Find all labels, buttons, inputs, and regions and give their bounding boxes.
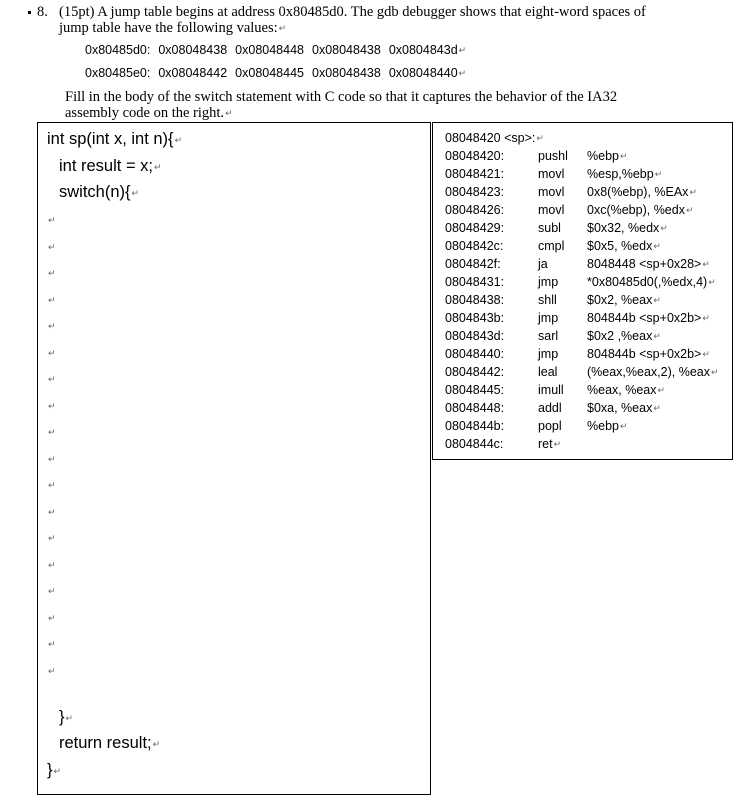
assembly-opcode: jmp	[538, 275, 559, 289]
question-number: 8.	[37, 4, 48, 20]
paragraph-mark: ↵	[619, 151, 628, 161]
paragraph-mark: ↵	[702, 349, 710, 359]
assembly-address: 08048420:	[445, 149, 505, 163]
c-return	[59, 734, 160, 753]
assembly-opcode: popl	[538, 419, 562, 433]
jump-table-row	[85, 43, 466, 57]
assembly-address: 08048440:	[445, 347, 505, 361]
paragraph-mark: ↵	[653, 295, 661, 305]
paragraph-mark: ↵	[458, 45, 467, 55]
c-signature-text: int sp(int x, int n){	[47, 130, 174, 148]
jump-table-address: 0x80485e0:	[85, 66, 151, 80]
c-result-decl	[59, 157, 162, 176]
assembly-address: 0804843b:	[445, 311, 505, 325]
assembly-operands: 804844b <sp+0x2b>↵	[587, 347, 710, 361]
paragraph-mark: ↵	[536, 133, 544, 143]
assembly-opcode: leal	[538, 365, 558, 379]
assembly-address: 0804844c:	[445, 437, 504, 451]
assembly-opcode: pushl	[538, 149, 568, 163]
paragraph-mark: ↵	[653, 331, 661, 341]
paragraph-mark: ↵	[685, 205, 694, 215]
paragraph-mark: ↵	[225, 108, 233, 118]
assembly-address: 08048429:	[445, 221, 505, 235]
assembly-opcode: movl	[538, 167, 565, 181]
assembly-opcode: jmp	[538, 347, 559, 361]
blank-line-mark: ↵	[48, 586, 56, 596]
assembly-operands: 0xc(%ebp), %edx↵	[587, 203, 694, 217]
instruction-line-2	[65, 105, 233, 122]
assembly-address: 08048421:	[445, 167, 505, 181]
assembly-opcode: movl	[538, 185, 565, 199]
assembly-opcode: shll	[538, 293, 557, 307]
paragraph-mark: ↵	[65, 713, 74, 723]
assembly-opcode: subl	[538, 221, 561, 235]
assembly-operands: $0x2, %eax↵	[587, 293, 661, 307]
jump-table-value: 0x08048438	[158, 43, 228, 57]
assembly-address: 0804842c:	[445, 239, 504, 253]
c-switch-open	[59, 183, 139, 202]
assembly-operands: $0x2 ,%eax↵	[587, 329, 661, 343]
blank-line-mark: ↵	[48, 559, 56, 570]
assembly-address: 08048448:	[445, 401, 505, 415]
assembly-address: 08048445:	[445, 383, 505, 397]
blank-line-mark: ↵	[48, 321, 56, 331]
assembly-box	[432, 122, 733, 460]
c-switch-close-text: }	[59, 708, 65, 726]
assembly-address: 0804844b:	[445, 419, 505, 433]
assembly-header	[445, 129, 544, 147]
paragraph-mark: ↵	[708, 277, 716, 287]
jump-table-value: 0x08048438	[312, 66, 381, 80]
blank-line-mark: ↵	[48, 612, 56, 623]
assembly-address: 08048431:	[445, 275, 505, 289]
assembly-operands: $0x32, %edx↵	[587, 221, 668, 235]
jump-table-address: 0x80485d0:	[85, 43, 151, 57]
assembly-address: 08048438:	[445, 293, 505, 307]
assembly-operands: %eax, %eax↵	[587, 383, 666, 397]
assembly-operands: $0x5, %edx↵	[587, 239, 661, 253]
jump-table-value: 0x08048445	[235, 66, 304, 80]
blank-line-mark: ↵	[48, 639, 56, 649]
blank-line-mark: ↵	[48, 400, 56, 411]
question-line-1-text: (15pt) A jump table begins at address 0x80485d0. The gdb debugger shows that eight-word spaces of	[59, 4, 646, 20]
jump-table-value: 0x08048440	[388, 66, 458, 80]
paragraph-mark: ↵	[152, 739, 161, 749]
paragraph-mark: ↵	[619, 421, 628, 431]
jump-table-value: 0x08048442	[158, 66, 228, 80]
c-switch-close	[59, 708, 73, 727]
blank-line-mark: ↵	[48, 215, 56, 225]
paragraph-mark: ↵	[278, 23, 287, 33]
c-switch-open-text: switch(n){	[59, 183, 131, 201]
assembly-opcode: imull	[538, 383, 564, 397]
paragraph-mark: ↵	[553, 439, 562, 449]
assembly-operands: %ebp↵	[587, 149, 628, 163]
assembly-opcode: ja	[538, 257, 548, 271]
question-line-2	[59, 20, 286, 37]
assembly-address: 08048442:	[445, 365, 505, 379]
assembly-opcode: addl	[538, 401, 562, 415]
c-return-text: return result;	[59, 734, 152, 752]
blank-line-mark: ↵	[48, 480, 56, 490]
blank-line-mark: ↵	[48, 347, 56, 358]
paragraph-mark: ↵	[702, 313, 710, 323]
blank-line-mark: ↵	[48, 241, 56, 252]
instruction-line-2-text: assembly code on the right.	[65, 105, 225, 121]
blank-line-mark: ↵	[48, 374, 56, 384]
paragraph-mark: ↵	[458, 68, 467, 78]
c-func-close-text: }	[47, 761, 53, 779]
assembly-header-text: 08048420 <sp>:	[445, 131, 536, 145]
paragraph-mark: ↵	[131, 188, 140, 198]
jump-table-value: 0x0804843d	[388, 43, 458, 57]
jump-table-value: 0x08048448	[235, 43, 304, 57]
blank-line-mark: ↵	[48, 268, 56, 278]
question-line-2-text: jump table have the following values:	[59, 20, 278, 36]
paragraph-mark: ↵	[654, 169, 663, 179]
paragraph-mark: ↵	[657, 385, 666, 395]
question-line-1	[59, 4, 646, 21]
jump-table-value: 0x08048438	[312, 43, 381, 57]
assembly-operands: 804844b <sp+0x2b>↵	[587, 311, 710, 325]
paragraph-mark: ↵	[689, 187, 697, 197]
paragraph-mark: ↵	[702, 259, 710, 269]
paragraph-mark: ↵	[653, 241, 661, 251]
paragraph-mark: ↵	[710, 367, 719, 377]
assembly-operands: %ebp↵	[587, 419, 628, 433]
assembly-opcode: sarl	[538, 329, 559, 343]
blank-line-mark: ↵	[48, 506, 56, 517]
assembly-operands: 0x8(%ebp), %EAx↵	[587, 185, 697, 199]
assembly-operands: %esp,%ebp↵	[587, 167, 663, 181]
assembly-address: 0804843d:	[445, 329, 505, 343]
assembly-opcode: jmp	[538, 311, 559, 325]
paragraph-mark: ↵	[174, 135, 183, 145]
c-func-close	[47, 761, 61, 780]
assembly-address: 08048423:	[445, 185, 505, 199]
assembly-operands: (%eax,%eax,2), %eax↵	[587, 365, 719, 379]
paragraph-mark: ↵	[53, 766, 62, 776]
assembly-operands: $0xa, %eax↵	[587, 401, 661, 415]
blank-line-mark: ↵	[48, 453, 56, 464]
assembly-opcode: cmpl	[538, 239, 565, 253]
assembly-address: 08048426:	[445, 203, 505, 217]
instruction-line-1-text: Fill in the body of the switch statement with C code so that it captures the behavior of the IA32	[65, 89, 618, 105]
jump-table-row	[85, 66, 466, 80]
assembly-operands: *0x80485d0(,%edx,4)↵	[587, 275, 716, 289]
paragraph-mark: ↵	[660, 223, 668, 233]
c-code-box	[37, 122, 431, 795]
blank-line-mark: ↵	[48, 294, 56, 305]
assembly-address: 0804842f:	[445, 257, 501, 271]
assembly-opcode: movl	[538, 203, 565, 217]
c-result-decl-text: int result = x;	[59, 157, 153, 175]
blank-line-mark: ↵	[48, 665, 56, 676]
list-bullet	[28, 11, 31, 14]
blank-line-mark: ↵	[48, 533, 56, 543]
paragraph-mark: ↵	[154, 162, 162, 172]
c-signature	[47, 130, 182, 149]
blank-line-mark: ↵	[48, 427, 56, 437]
paragraph-mark: ↵	[653, 403, 661, 413]
assembly-opcode: ret↵	[538, 437, 562, 451]
assembly-operands: 8048448 <sp+0x28>↵	[587, 257, 710, 271]
instruction-line-1	[65, 89, 617, 106]
